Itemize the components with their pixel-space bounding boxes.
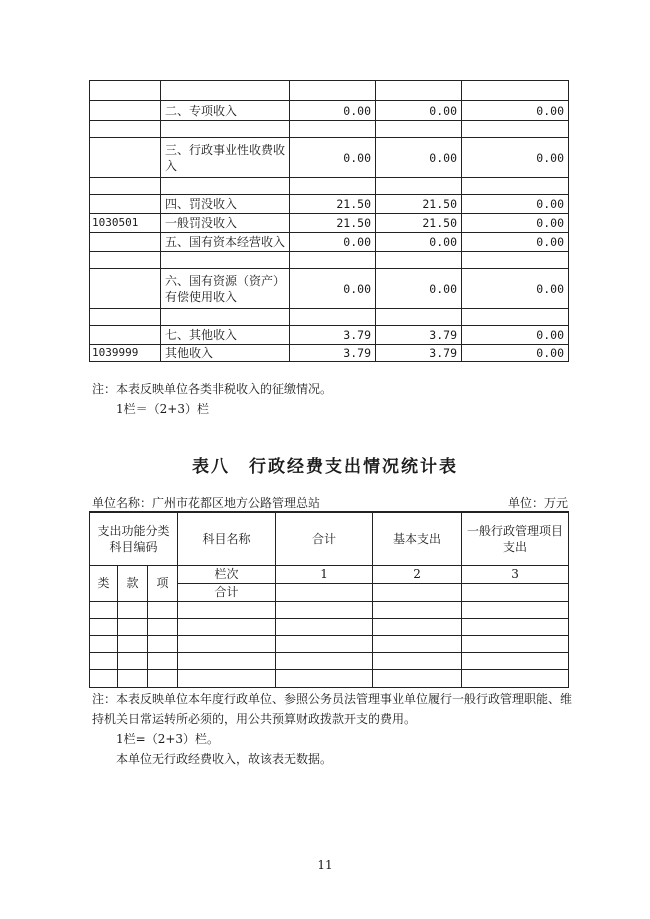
subject-name-cell (161, 309, 290, 326)
col3-cell (462, 309, 569, 326)
col2-cell: 0.00 (376, 233, 462, 252)
total-label: 合计 (178, 583, 276, 601)
col2-cell: 3.79 (376, 345, 462, 362)
empty-cell (373, 583, 462, 601)
subject-name-cell: 六、国有资源（资产）有偿使用收入 (161, 269, 290, 309)
subject-name-cell: 三、行政事业性收费收入 (161, 138, 290, 178)
subject-name-cell: 一般罚没收入 (161, 214, 290, 233)
table-row (90, 214, 569, 233)
col2-cell (376, 178, 462, 195)
func-class-header: 支出功能分类科目编码 (90, 512, 178, 565)
col3-cell: 0.00 (462, 214, 569, 233)
empty-row (90, 618, 569, 635)
total-cell: 3.79 (290, 345, 376, 362)
col2-cell (376, 309, 462, 326)
unit-name: 单位名称：广州市花都区地方公路管理总站 (92, 496, 321, 510)
table-row (90, 233, 569, 252)
lei-header: 类 (90, 565, 118, 601)
col2-cell (376, 121, 462, 138)
col2-cell: 3.79 (376, 326, 462, 345)
subject-code-cell (90, 121, 161, 138)
col3-cell: 0.00 (462, 138, 569, 178)
table-note (92, 689, 572, 769)
note-line: 本单位无行政经费收入，故该表无数据。 (116, 752, 333, 766)
col3-cell: 0.00 (462, 195, 569, 214)
subject-name-cell (161, 252, 290, 269)
subject-code-cell: 1039999 (90, 345, 161, 362)
col3-cell: 0.00 (462, 269, 569, 309)
subject-name-cell: 其他收入 (161, 345, 290, 362)
table-row (90, 195, 569, 214)
table-row (90, 178, 569, 195)
col3-cell: 0.00 (462, 345, 569, 362)
total-header: 合计 (276, 512, 373, 565)
subject-code-cell (90, 252, 161, 269)
total-cell (290, 252, 376, 269)
page-number: 11 (317, 858, 333, 872)
table-note (92, 379, 332, 419)
col3-cell: 0.00 (462, 233, 569, 252)
empty-cell (276, 583, 373, 601)
total-cell: 0.00 (290, 269, 376, 309)
empty-cell (462, 583, 569, 601)
note-line: 1栏＝（2+3）栏 (116, 402, 209, 416)
note-line: 1栏=（2+3）栏。 (116, 732, 220, 746)
subject-name-header: 科目名称 (178, 512, 276, 565)
subject-name-cell: 五、国有资本经营收入 (161, 233, 290, 252)
subject-code-cell (90, 138, 161, 178)
table-row (90, 345, 569, 362)
empty-row (90, 635, 569, 652)
col3-cell: 0.00 (462, 326, 569, 345)
empty-row (90, 652, 569, 669)
empty-row (90, 669, 569, 687)
subject-name-cell (161, 178, 290, 195)
col2-cell (376, 81, 462, 101)
col3-cell (462, 178, 569, 195)
subject-code-cell: 1030501 (90, 214, 161, 233)
header-row (90, 512, 569, 565)
empty-row (90, 601, 569, 618)
total-cell: 21.50 (290, 214, 376, 233)
unit-label: 单位：万元 (507, 496, 568, 510)
subject-name-cell (161, 81, 290, 101)
total-cell: 3.79 (290, 326, 376, 345)
table-row (90, 309, 569, 326)
table-row (90, 138, 569, 178)
subject-code-cell (90, 309, 161, 326)
xiang-header: 项 (148, 565, 178, 601)
table-row (90, 269, 569, 309)
lanci-label: 栏次 (178, 565, 276, 583)
table-row (90, 121, 569, 138)
total-cell: 21.50 (290, 195, 376, 214)
general-admin-header: 一般行政管理项目支出 (462, 512, 569, 565)
subject-code-cell (90, 195, 161, 214)
total-cell (290, 81, 376, 101)
table-title: 表八 行政经费支出情况统计表 (192, 457, 458, 477)
total-cell: 0.00 (290, 138, 376, 178)
subject-name-cell: 二、专项收入 (161, 101, 290, 121)
total-cell: 0.00 (290, 101, 376, 121)
col2-cell: 21.50 (376, 214, 462, 233)
subject-name-cell: 四、罚没收入 (161, 195, 290, 214)
non-tax-income-table (89, 80, 569, 362)
note-line: 注：本表反映单位本年度行政单位、参照公务员法管理事业单位履行一般行政管理职能、维持机关日常运转所必须的，用公共预算财政拨款开支的费用。 (92, 692, 573, 726)
subject-code-cell (90, 326, 161, 345)
col2-cell: 21.50 (376, 195, 462, 214)
subject-code-cell (90, 233, 161, 252)
subject-name-cell: 七、其他收入 (161, 326, 290, 345)
subject-code-cell (90, 178, 161, 195)
subheader-row (90, 565, 569, 583)
col-number: 1 (276, 565, 373, 583)
col-number: 2 (373, 565, 462, 583)
total-cell (290, 178, 376, 195)
col2-cell: 0.00 (376, 269, 462, 309)
total-cell: 0.00 (290, 233, 376, 252)
col3-cell: 0.00 (462, 101, 569, 121)
subject-code-cell (90, 81, 161, 101)
subject-name-cell (161, 121, 290, 138)
table-row (90, 101, 569, 121)
col2-cell (376, 252, 462, 269)
admin-expense-table (89, 511, 569, 688)
table-row (90, 252, 569, 269)
col2-cell: 0.00 (376, 101, 462, 121)
table-row (90, 81, 569, 101)
col3-cell (462, 252, 569, 269)
table-row (90, 326, 569, 345)
kuan-header: 款 (118, 565, 148, 601)
col3-cell (462, 81, 569, 101)
subject-code-cell (90, 101, 161, 121)
col2-cell: 0.00 (376, 138, 462, 178)
basic-header: 基本支出 (373, 512, 462, 565)
total-cell (290, 309, 376, 326)
col3-cell (462, 121, 569, 138)
subject-code-cell (90, 269, 161, 309)
col-number: 3 (462, 565, 569, 583)
total-cell (290, 121, 376, 138)
note-line: 注：本表反映单位各类非税收入的征缴情况。 (92, 382, 333, 396)
